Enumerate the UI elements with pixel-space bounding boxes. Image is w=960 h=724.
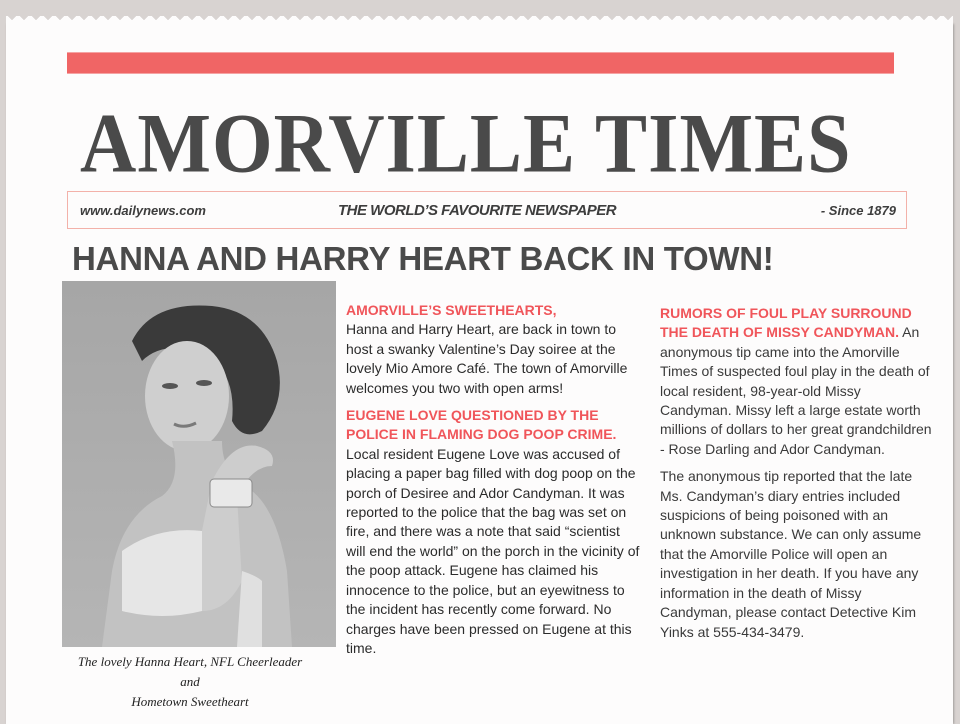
article-missy-followup — [660, 467, 936, 642]
article-kicker: RUMORS OF FOUL PLAY SURROUND THE DEATH OF MISSY CANDYMAN. — [660, 305, 912, 341]
tagline-bar — [67, 191, 907, 229]
masthead-motto: THE WORLD’S FAVOURITE NEWSPAPER — [338, 202, 617, 219]
article-sweethearts — [346, 301, 642, 398]
article-eugene-love — [346, 406, 642, 658]
masthead-title: AMORVILLE TIMES — [80, 96, 852, 191]
main-headline: HANNA AND HARRY HEART BACK IN TOWN! — [72, 240, 774, 277]
masthead-since: - Since 1879 — [820, 203, 896, 218]
photo-caption — [40, 652, 340, 712]
torn-edge — [6, 16, 953, 25]
article-kicker: EUGENE LOVE QUESTIONED BY THE POLICE IN FLAMING DOG POOP CRIME. — [346, 407, 617, 443]
masthead-url: www.dailynews.com — [80, 203, 206, 218]
caption-line: Hometown Sweetheart — [131, 694, 249, 709]
caption-line: and — [180, 674, 200, 689]
portrait-photo — [62, 281, 336, 647]
article-missy-candyman — [660, 304, 936, 459]
article-column-middle — [346, 301, 642, 666]
portrait-image — [62, 281, 336, 647]
article-kicker: AMORVILLE’S SWEETHEARTS, — [346, 302, 557, 318]
article-body: Hanna and Harry Heart, are back in town to host a swanky Valentine’s Day soiree at the lovely Mio Amore Café. The town of Amorville welcomes you two with open arms! — [346, 321, 628, 396]
article-column-right — [660, 304, 936, 650]
caption-line: The lovely Hanna Heart, NFL Cheerleader — [77, 654, 303, 669]
accent-bar — [67, 52, 894, 74]
article-body: An anonymous tip came into the Amorville Times of suspected foul play in the death of local resident, 98-year-old Missy Candyman. Missy left a large estate worth millions of dollars to her great grandchildren - Rose Darling and Ador Candyman. — [660, 324, 932, 457]
article-body: Local resident Eugene Love was accused of placing a paper bag filled with dog poop on the porch of Desiree and Ador Candyman. It was reported to the police that the bag was set on fire, and there was a note that said “scientist will end the world” on the porch in the vicinity of the poop attack. Eugene has claimed his innocence to the police, but an eyewitness to the incident has recently come forward. No charges have been pressed on Eugene at this time. — [346, 445, 640, 656]
article-body: The anonymous tip reported that the late Ms. Candyman’s diary entries included suspicions of being poisoned with an unknown substance. We can only assume that the Amorville Police will open an investigation in her death. If you have any information in the death of Missy Candyman, please contact Detective Kim Yinks at 555-434-3479. — [660, 468, 922, 640]
